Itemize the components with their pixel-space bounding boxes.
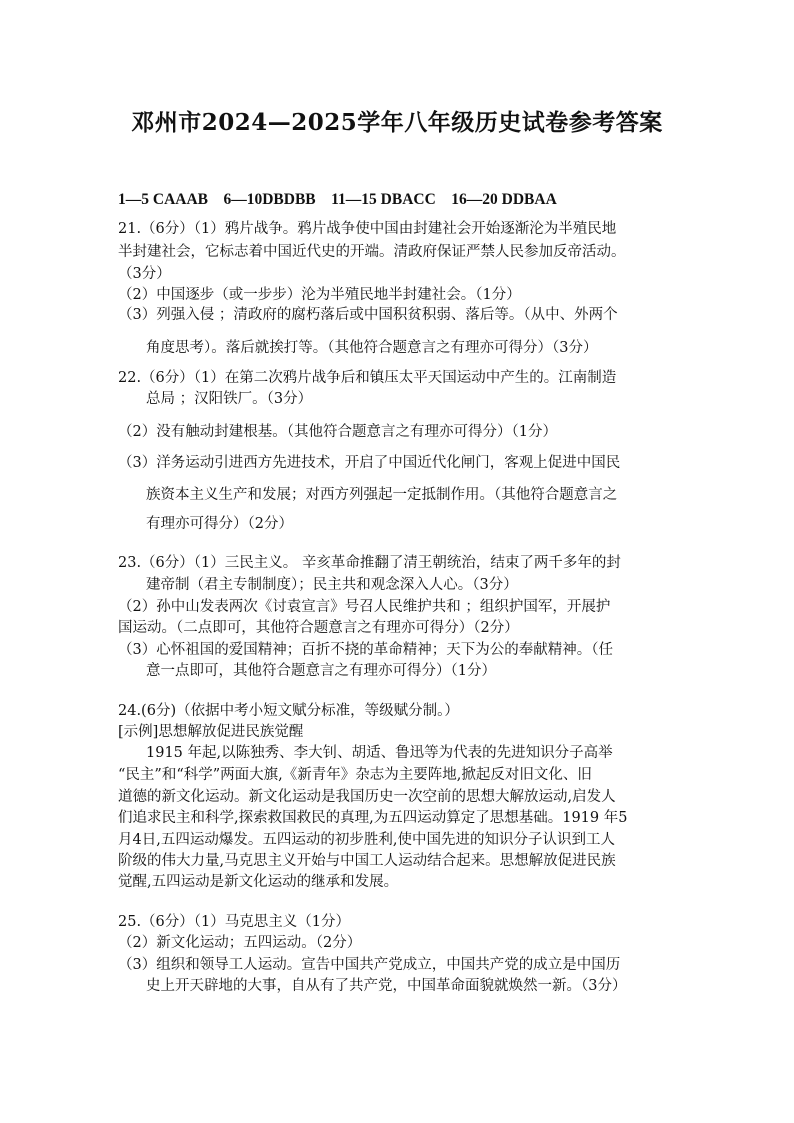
q23-line-3: （2）孙中山发表两次《讨袁宣言》号召人民维护共和 ；组织护国军，开展护: [118, 599, 611, 615]
q24-line-2: [示例]思想解放促进民族觉醒: [118, 724, 304, 740]
multiple-choice-answers: 1—5 CAAAB 6—10DBDBB 11—15 DBACC 16—20 DDBAA: [118, 191, 557, 208]
q21-line-5: （3）列强入侵 ；清政府的腐朽落后或中国积贫积弱、落后等。（从中、外两个: [118, 307, 618, 323]
q23-line-5: （3）心怀祖国的爱国精神；百折不挠的革命精神；天下为公的奉献精神。（任: [118, 642, 613, 658]
q21-line-4: （2）中国逐步（或一步步）沦为半殖民地半封建社会。（1分）: [118, 287, 521, 303]
q23-line-1: 23.（6分）（1）三民主义。 辛亥革命推翻了清王朝统治，结束了两千多年的封: [118, 555, 621, 571]
page-title: 邓州市2024—2025学年八年级历史试卷参考答案: [131, 109, 663, 136]
q23-line-2: 建帝制（君主专制制度）；民主共和观念深入人心。（3分）: [146, 577, 518, 593]
q22-line-6: 有理亦可得分）（2分）: [146, 516, 293, 532]
q25-line-2: （2）新文化运动；五四运动。（2分）: [118, 935, 362, 951]
q22-line-3: （2）没有触动封建根基。（其他符合题意言之有理亦可得分）（1分）: [118, 424, 557, 440]
q24-line-1: 24.(6分)（依据中考小短文赋分标准，等级赋分制。）: [118, 703, 459, 719]
q24-line-5: 道德的新文化运动。新文化运动是我国历史一次空前的思想大解放运动,启发人: [118, 789, 616, 805]
q22-line-2: 总局 ；汉阳铁厂。（3分）: [146, 391, 313, 407]
q24-line-7: 月4日,五四运动爆发。五四运动的初步胜利,使中国先进的知识分子认识到工人: [118, 832, 615, 848]
q22-line-1: 22.（6分）（1）在第二次鸦片战争后和镇压太平天国运动中产生的。江南制造: [118, 370, 617, 386]
q24-line-8: 阶级的伟大力量,马克思主义开始与中国工人运动结合起来。思想解放促进民族: [118, 853, 616, 869]
q25-line-4: 史上开天辟地的大事，自从有了共产党，中国革命面貌就焕然一新。（3分）: [146, 978, 627, 994]
q25-line-3: （3）组织和领导工人运动。宣告中国共产党成立，中国共产党的成立是中国历: [118, 957, 621, 973]
q21-line-2: 半封建社会，它标志着中国近代史的开端。清政府保证严禁人民参加反帝活动。: [118, 244, 626, 260]
q21-line-6: 角度思考）。落后就挨打等。（其他符合题意言之有理亦可得分）（3分）: [146, 340, 598, 356]
q23-line-6: 意一点即可，其他符合题意言之有理亦可得分）（1分）: [146, 663, 496, 679]
q24-line-4: “民主”和“科学”两面大旗,《新青年》杂志为主要阵地,掀起反对旧文化、旧: [118, 767, 592, 783]
q24-line-9: 觉醒,五四运动是新文化运动的继承和发展。: [118, 874, 399, 890]
q22-line-4: （3）洋务运动引进西方先进技术，开启了中国近代化闸门，客观上促进中国民: [118, 455, 621, 471]
q21-line-1: 21.（6分）（1）鸦片战争。鸦片战争使中国由封建社会开始逐渐沦为半殖民地: [118, 221, 617, 237]
q25-line-1: 25.（6分）（1）马克思主义（1分）: [118, 914, 350, 930]
q23-line-4: 国运动。（二点即可，其他符合题意言之有理亦可得分）（2分）: [118, 620, 519, 636]
q21-line-3: （3分）: [118, 266, 171, 282]
q24-line-3: 1915 年起,以陈独秀、李大钊、胡适、鲁迅等为代表的先进知识分子高举: [146, 745, 613, 761]
q24-line-6: 们追求民主和科学,探索救国救民的真理,为五四运动算定了思想基础。1919 年5: [118, 810, 628, 826]
q22-line-5: 族资本主义生产和发展；对西方列强起一定抵制作用。（其他符合题意言之: [146, 487, 618, 503]
